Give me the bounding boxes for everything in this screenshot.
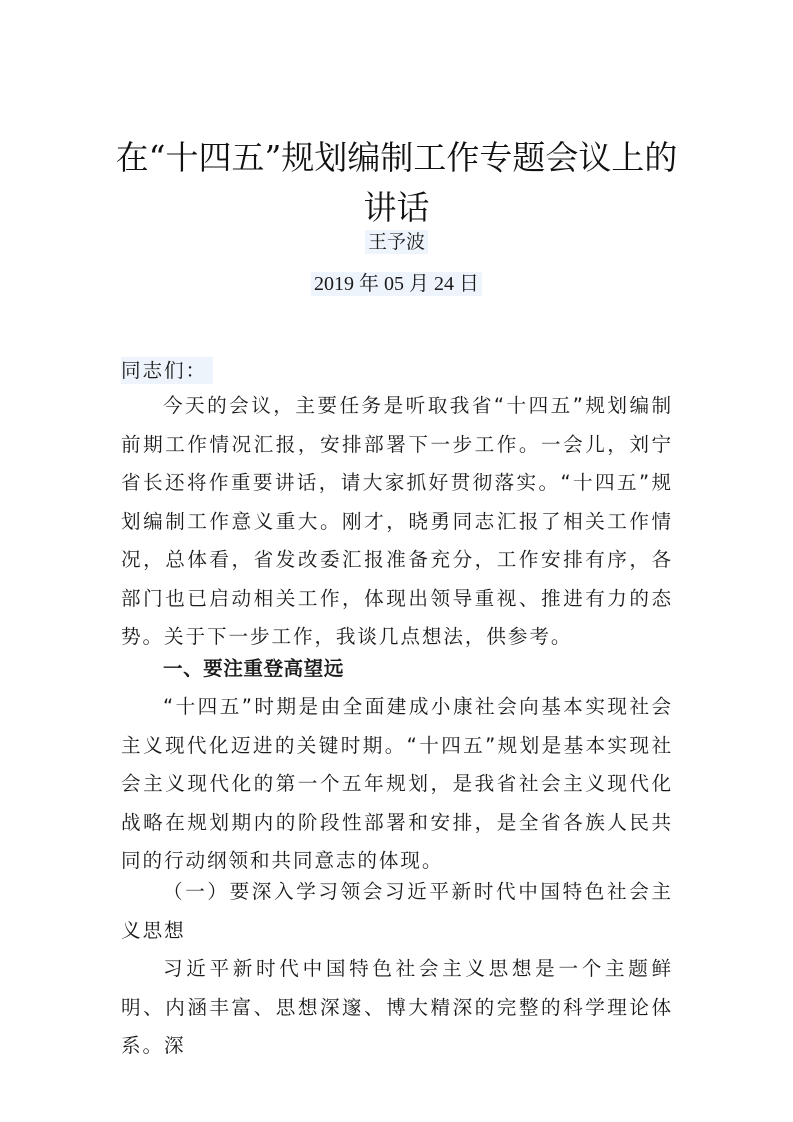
salutation-text: 同志们：	[121, 357, 213, 384]
paragraph-subsection-1: 习近平新时代中国特色社会主义思想是一个主题鲜明、内涵丰富、思想深邃、博大精深的完整的科学理论体系。深	[121, 957, 673, 1057]
date-line	[0, 270, 793, 298]
paragraph-intro: 今天的会议，主要任务是听取我省“十四五”规划编制前期工作情况汇报，安排部署下一步工作。一会儿，刘宁省长还将作重要讲话，请大家抓好贯彻落实。“十四五”规划编制工作意义重大。刚才，晓勇同志汇报了相关工作情况，总体看，省发改委汇报准备充分，工作安排有序，各部门也已启动相关工作，体现出领导重视、推进有力的态势。关于下一步工作，我谈几点想法，供参考。	[121, 394, 673, 648]
salutation	[121, 352, 673, 391]
author-line	[0, 229, 793, 255]
subsection-heading-1: （一）要深入学习领会习近平新时代中国特色社会主义思想	[121, 880, 673, 942]
speech-date: 2019 年 05 月 24 日	[311, 272, 482, 296]
paragraph-section-1: “十四五”时期是由全面建成小康社会向基本实现社会主义现代化迈进的关键时期。“十四五”规划是基本实现社会主义现代化的第一个五年规划，是我省社会主义现代化战略在规划期内的阶段性部署和安排，是全省各族人民共同的行动纲领和共同意志的体现。	[121, 695, 673, 872]
document-title: 在“十四五”规划编制工作专题会议上的讲话	[115, 138, 678, 227]
section-heading-1: 一、要注重登高望远	[163, 657, 344, 680]
author-name: 王予波	[365, 230, 428, 254]
